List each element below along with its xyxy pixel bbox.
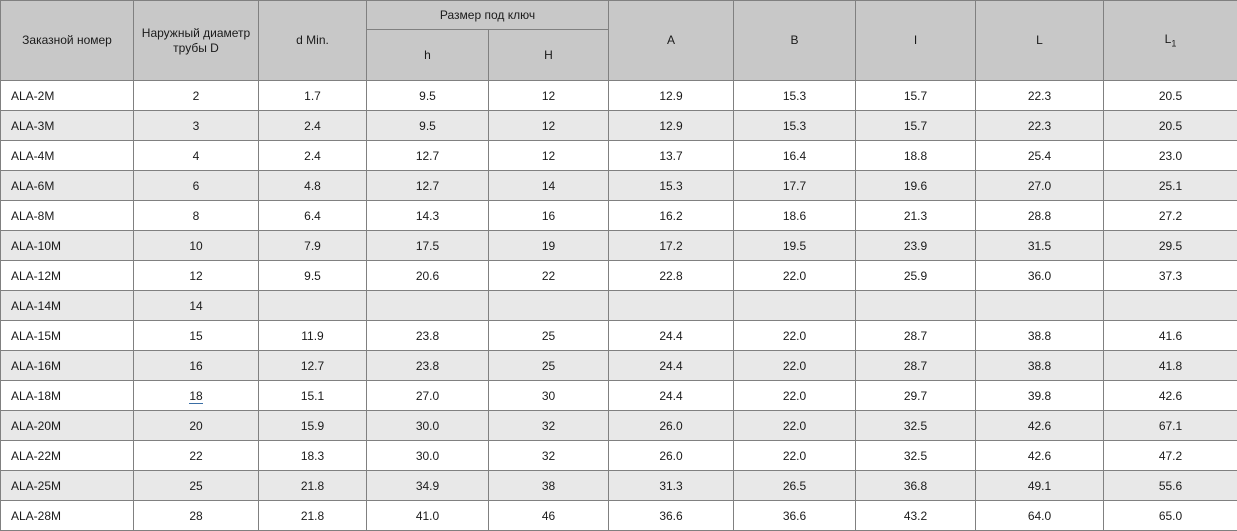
- table-row: [1, 411, 1237, 441]
- cell-diameter: 12: [134, 261, 259, 291]
- table-body: [1, 81, 1237, 531]
- cell-I: 32.5: [856, 441, 976, 471]
- cell-L: 39.8: [976, 381, 1104, 411]
- cell-dmin: 7.9: [259, 231, 367, 261]
- cell-B: 22.0: [734, 381, 856, 411]
- cell-A: 24.4: [609, 351, 734, 381]
- cell-L: 38.8: [976, 351, 1104, 381]
- cell-h: 20.6: [367, 261, 489, 291]
- cell-B: [734, 291, 856, 321]
- header-h-big: H: [489, 30, 609, 81]
- cell-H: 46: [489, 501, 609, 531]
- table-header: [1, 1, 1237, 81]
- cell-A: 26.0: [609, 441, 734, 471]
- cell-h: 30.0: [367, 411, 489, 441]
- cell-dmin: 21.8: [259, 501, 367, 531]
- cell-B: 16.4: [734, 141, 856, 171]
- cell-I: 36.8: [856, 471, 976, 501]
- cell-I: 23.9: [856, 231, 976, 261]
- cell-A: 16.2: [609, 201, 734, 231]
- cell-A: 31.3: [609, 471, 734, 501]
- header-l1-base: L: [1165, 32, 1172, 46]
- cell-H: 22: [489, 261, 609, 291]
- cell-L1: 67.1: [1104, 411, 1237, 441]
- cell-diameter: 22: [134, 441, 259, 471]
- table-row: [1, 381, 1237, 411]
- cell-diameter: 8: [134, 201, 259, 231]
- cell-H: 25: [489, 351, 609, 381]
- cell-H: 38: [489, 471, 609, 501]
- cell-diameter: 16: [134, 351, 259, 381]
- cell-L: [976, 291, 1104, 321]
- cell-B: 15.3: [734, 111, 856, 141]
- cell-A: 17.2: [609, 231, 734, 261]
- cell-diameter: 14: [134, 291, 259, 321]
- cell-h: 30.0: [367, 441, 489, 471]
- cell-L1: 29.5: [1104, 231, 1237, 261]
- table-row: [1, 231, 1237, 261]
- header-b: B: [734, 1, 856, 81]
- cell-B: 19.5: [734, 231, 856, 261]
- cell-A: 36.6: [609, 501, 734, 531]
- cell-L1: 42.6: [1104, 381, 1237, 411]
- cell-I: 29.7: [856, 381, 976, 411]
- cell-dmin: 2.4: [259, 111, 367, 141]
- cell-L: 42.6: [976, 441, 1104, 471]
- cell-order: ALA-22M: [1, 441, 134, 471]
- header-row-primary: [1, 1, 1237, 30]
- cell-diameter: 25: [134, 471, 259, 501]
- cell-L: 36.0: [976, 261, 1104, 291]
- cell-h: 14.3: [367, 201, 489, 231]
- cell-L1: 55.6: [1104, 471, 1237, 501]
- header-l1: [1104, 1, 1237, 81]
- cell-dmin: 11.9: [259, 321, 367, 351]
- header-d-min: d Min.: [259, 1, 367, 81]
- cell-H: 16: [489, 201, 609, 231]
- cell-A: 15.3: [609, 171, 734, 201]
- cell-dmin: 6.4: [259, 201, 367, 231]
- cell-dmin: 2.4: [259, 141, 367, 171]
- cell-A: 22.8: [609, 261, 734, 291]
- table-row: [1, 201, 1237, 231]
- cell-L1: [1104, 291, 1237, 321]
- cell-I: 15.7: [856, 111, 976, 141]
- cell-I: 28.7: [856, 351, 976, 381]
- cell-A: 12.9: [609, 81, 734, 111]
- cell-diameter: 28: [134, 501, 259, 531]
- cell-diameter: 15: [134, 321, 259, 351]
- table-row: [1, 471, 1237, 501]
- cell-B: 22.0: [734, 411, 856, 441]
- cell-h: 34.9: [367, 471, 489, 501]
- cell-dmin: 12.7: [259, 351, 367, 381]
- cell-dmin: [259, 291, 367, 321]
- header-order-number: Заказной номер: [1, 1, 134, 81]
- cell-L: 22.3: [976, 81, 1104, 111]
- cell-L1: 20.5: [1104, 111, 1237, 141]
- cell-I: 28.7: [856, 321, 976, 351]
- cell-L: 64.0: [976, 501, 1104, 531]
- cell-diameter: 18: [134, 381, 259, 411]
- cell-L: 22.3: [976, 111, 1104, 141]
- cell-B: 22.0: [734, 441, 856, 471]
- cell-diameter: 20: [134, 411, 259, 441]
- cell-L1: 41.8: [1104, 351, 1237, 381]
- cell-B: 36.6: [734, 501, 856, 531]
- cell-h: 23.8: [367, 351, 489, 381]
- cell-H: 12: [489, 141, 609, 171]
- cell-L1: 41.6: [1104, 321, 1237, 351]
- cell-L1: 47.2: [1104, 441, 1237, 471]
- table-row: [1, 111, 1237, 141]
- table-row: [1, 261, 1237, 291]
- cell-h: 12.7: [367, 171, 489, 201]
- cell-H: 14: [489, 171, 609, 201]
- cell-I: 25.9: [856, 261, 976, 291]
- cell-h: [367, 291, 489, 321]
- cell-dmin: 9.5: [259, 261, 367, 291]
- cell-H: 19: [489, 231, 609, 261]
- cell-h: 12.7: [367, 141, 489, 171]
- cell-B: 22.0: [734, 321, 856, 351]
- cell-h: 17.5: [367, 231, 489, 261]
- cell-I: 18.8: [856, 141, 976, 171]
- cell-B: 22.0: [734, 351, 856, 381]
- cell-h: 9.5: [367, 111, 489, 141]
- cell-order: ALA-3M: [1, 111, 134, 141]
- cell-L: 38.8: [976, 321, 1104, 351]
- header-pipe-diameter: Наружный диаметр трубы D: [134, 1, 259, 81]
- table-row: [1, 81, 1237, 111]
- cell-A: [609, 291, 734, 321]
- cell-H: 12: [489, 111, 609, 141]
- cell-L: 27.0: [976, 171, 1104, 201]
- table-row: [1, 171, 1237, 201]
- cell-A: 13.7: [609, 141, 734, 171]
- header-a: A: [609, 1, 734, 81]
- cell-B: 15.3: [734, 81, 856, 111]
- cell-H: 25: [489, 321, 609, 351]
- cell-order: ALA-8M: [1, 201, 134, 231]
- cell-I: 21.3: [856, 201, 976, 231]
- table-row: [1, 351, 1237, 381]
- cell-H: 12: [489, 81, 609, 111]
- table-row: [1, 321, 1237, 351]
- cell-I: [856, 291, 976, 321]
- header-h-small: h: [367, 30, 489, 81]
- cell-B: 18.6: [734, 201, 856, 231]
- cell-dmin: 18.3: [259, 441, 367, 471]
- cell-L1: 65.0: [1104, 501, 1237, 531]
- cell-dmin: 15.9: [259, 411, 367, 441]
- table-row: [1, 501, 1237, 531]
- header-i: I: [856, 1, 976, 81]
- cell-I: 19.6: [856, 171, 976, 201]
- cell-H: 32: [489, 441, 609, 471]
- cell-dmin: 1.7: [259, 81, 367, 111]
- cell-order: ALA-16M: [1, 351, 134, 381]
- cell-A: 12.9: [609, 111, 734, 141]
- cell-order: ALA-12M: [1, 261, 134, 291]
- cell-L: 25.4: [976, 141, 1104, 171]
- cell-B: 17.7: [734, 171, 856, 201]
- table-row: [1, 441, 1237, 471]
- header-l: L: [976, 1, 1104, 81]
- header-group-wrench-size: Размер под ключ: [367, 1, 609, 30]
- cell-L: 42.6: [976, 411, 1104, 441]
- cell-A: 26.0: [609, 411, 734, 441]
- cell-H: 32: [489, 411, 609, 441]
- cell-dmin: 21.8: [259, 471, 367, 501]
- cell-h: 41.0: [367, 501, 489, 531]
- cell-order: ALA-14M: [1, 291, 134, 321]
- cell-order: ALA-28M: [1, 501, 134, 531]
- cell-L1: 20.5: [1104, 81, 1237, 111]
- cell-diameter: 10: [134, 231, 259, 261]
- cell-L: 28.8: [976, 201, 1104, 231]
- cell-L: 49.1: [976, 471, 1104, 501]
- cell-I: 43.2: [856, 501, 976, 531]
- cell-order: ALA-20M: [1, 411, 134, 441]
- cell-diameter: 4: [134, 141, 259, 171]
- cell-L1: 25.1: [1104, 171, 1237, 201]
- cell-diameter: 6: [134, 171, 259, 201]
- cell-h: 27.0: [367, 381, 489, 411]
- cell-H: 30: [489, 381, 609, 411]
- header-l1-subscript: 1: [1171, 38, 1176, 48]
- cell-order: ALA-6M: [1, 171, 134, 201]
- cell-B: 26.5: [734, 471, 856, 501]
- cell-dmin: 4.8: [259, 171, 367, 201]
- cell-order: ALA-2M: [1, 81, 134, 111]
- cell-B: 22.0: [734, 261, 856, 291]
- cell-order: ALA-15M: [1, 321, 134, 351]
- cell-h: 9.5: [367, 81, 489, 111]
- cell-L1: 23.0: [1104, 141, 1237, 171]
- cell-I: 15.7: [856, 81, 976, 111]
- cell-order: ALA-18M: [1, 381, 134, 411]
- cell-diameter: 2: [134, 81, 259, 111]
- cell-L1: 27.2: [1104, 201, 1237, 231]
- cell-H: [489, 291, 609, 321]
- cell-A: 24.4: [609, 321, 734, 351]
- table-row: [1, 291, 1237, 321]
- cell-diameter: 3: [134, 111, 259, 141]
- cell-order: ALA-25M: [1, 471, 134, 501]
- cell-L: 31.5: [976, 231, 1104, 261]
- cell-order: ALA-10M: [1, 231, 134, 261]
- cell-order: ALA-4M: [1, 141, 134, 171]
- cell-I: 32.5: [856, 411, 976, 441]
- cell-L1: 37.3: [1104, 261, 1237, 291]
- table-row: [1, 141, 1237, 171]
- cell-h: 23.8: [367, 321, 489, 351]
- cell-dmin: 15.1: [259, 381, 367, 411]
- cell-A: 24.4: [609, 381, 734, 411]
